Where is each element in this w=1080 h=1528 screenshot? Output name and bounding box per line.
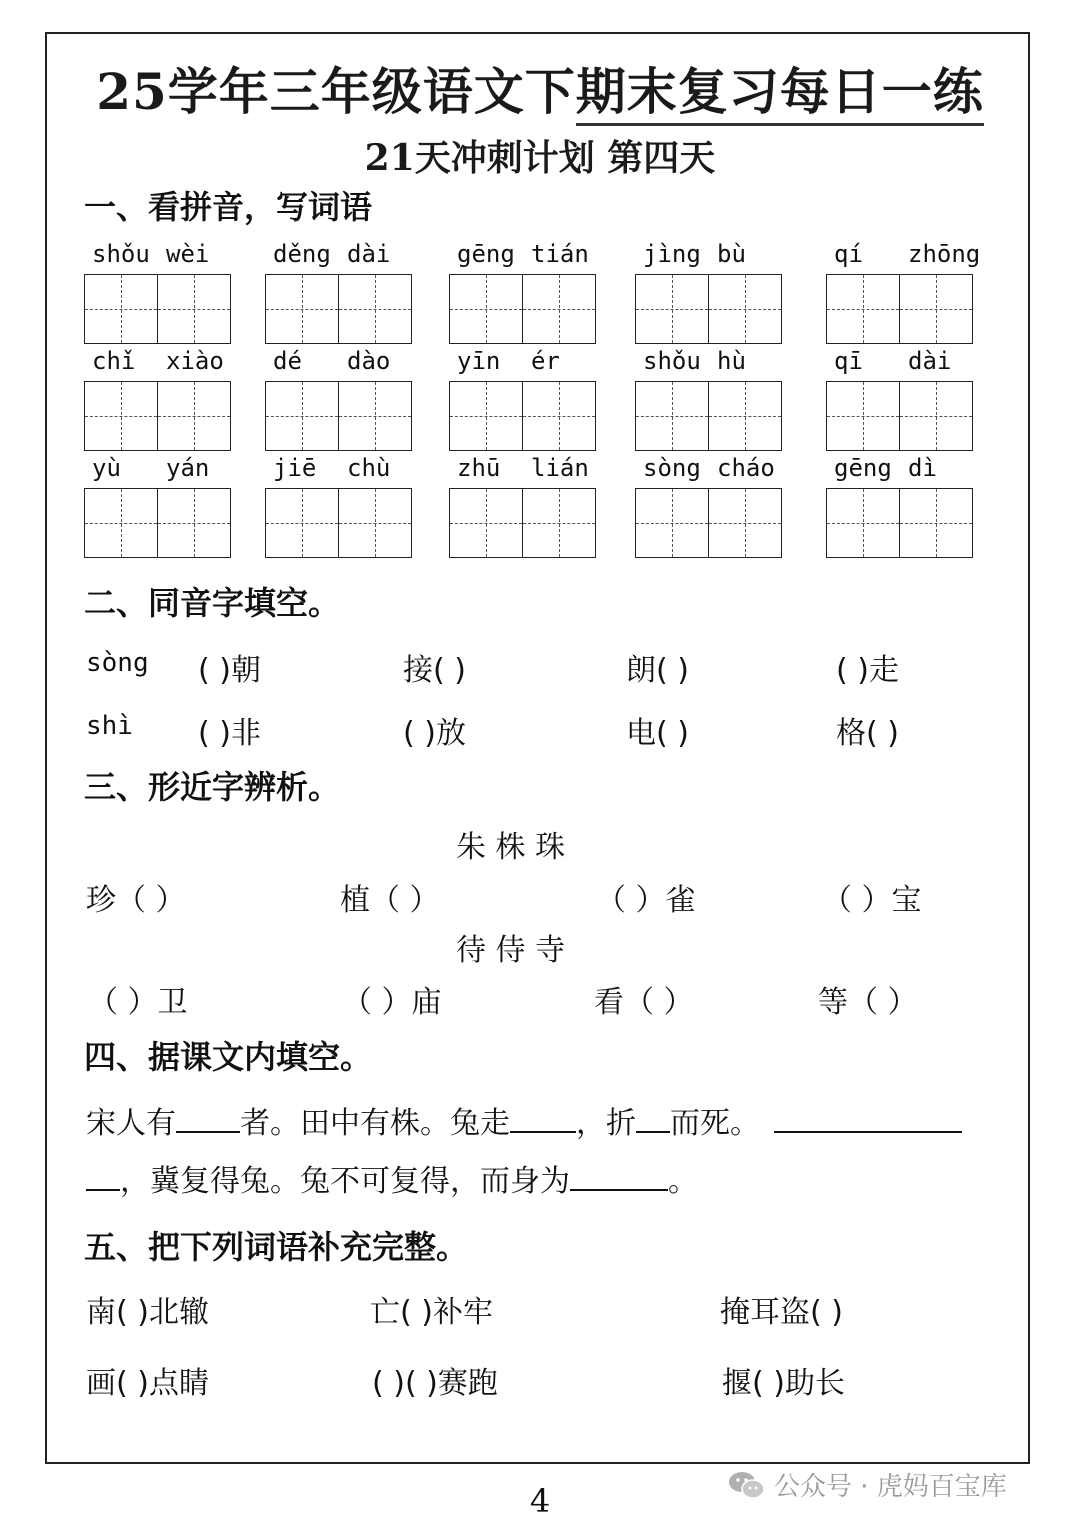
idiom-item: 掩耳盗( ) (720, 1295, 843, 1330)
pinyin-syllable: gēng (834, 454, 892, 482)
pinyin-syllable: sòng (643, 454, 701, 482)
pinyin-syllable: chǐ (92, 347, 136, 375)
similar-chars-group-1: 朱 株 珠 (456, 830, 566, 865)
character-writing-box[interactable] (157, 381, 231, 451)
homophone-item: ( )走 (836, 653, 899, 688)
fill-blank[interactable] (510, 1105, 576, 1133)
character-writing-box[interactable] (265, 381, 339, 451)
pinyin-syllable: jìng (643, 240, 701, 268)
idiom-item: 南( )北辙 (86, 1295, 209, 1330)
pinyin-syllable: yán (166, 454, 210, 482)
character-writing-box[interactable] (522, 381, 596, 451)
pinyin-syllable: zhōng (908, 240, 981, 268)
pinyin-syllable: tián (531, 240, 589, 268)
character-writing-box[interactable] (338, 381, 412, 451)
section-4-heading: 四、据课文内填空。 (84, 1038, 373, 1076)
pinyin-syllable: jiē (273, 454, 317, 482)
character-writing-box[interactable] (449, 488, 523, 558)
wechat-icon (728, 1470, 766, 1500)
character-writing-box[interactable] (826, 381, 900, 451)
page-title (0, 52, 1080, 124)
pinyin-syllable: yù (92, 454, 121, 482)
character-writing-box[interactable] (84, 274, 158, 344)
section-3-heading: 三、形近字辨析。 (84, 768, 341, 806)
homophone-item: 朗( ) (626, 653, 689, 688)
similar-item: （ ）宝 (822, 883, 922, 918)
fill-blank[interactable] (774, 1105, 962, 1133)
homophone-item: 接( ) (403, 653, 466, 688)
passage-text: ，冀复得兔。兔不可复得，而身为 (120, 1164, 570, 1199)
character-writing-box[interactable] (449, 381, 523, 451)
character-writing-box[interactable] (826, 488, 900, 558)
homophone-item: ( )非 (198, 716, 261, 751)
character-writing-box[interactable] (635, 274, 709, 344)
similar-item: 等（ ） (818, 985, 918, 1020)
idiom-item: 亡( )补牢 (370, 1295, 493, 1330)
similar-item: （ ）庙 (342, 985, 442, 1020)
idiom-item: ( )( )赛跑 (372, 1366, 498, 1401)
character-writing-box[interactable] (522, 488, 596, 558)
character-writing-box[interactable] (635, 488, 709, 558)
similar-chars-group-2: 待 侍 寺 (456, 933, 566, 968)
pinyin-syllable: hù (717, 347, 746, 375)
passage-text: 宋人有 (86, 1106, 176, 1141)
homophone-item: 格( ) (836, 716, 899, 751)
pinyin-syllable: zhū (457, 454, 501, 482)
page-subtitle: 21天冲刺计划 第四天 (364, 137, 716, 179)
character-writing-box[interactable] (157, 274, 231, 344)
pinyin-syllable: shǒu (643, 347, 701, 375)
pinyin-syllable: dài (347, 240, 391, 268)
fill-blank[interactable] (86, 1163, 120, 1191)
homophone-item: 电( ) (626, 716, 689, 751)
passage-text: 而死。 (670, 1106, 760, 1141)
page-number: 4 (529, 1482, 551, 1520)
similar-item: （ ）卫 (88, 985, 188, 1020)
character-writing-box[interactable] (265, 274, 339, 344)
pinyin-syllable: qí (834, 240, 863, 268)
homophone-pinyin-1: sòng (86, 648, 149, 678)
pinyin-syllable: dài (908, 347, 952, 375)
similar-item: 看（ ） (594, 985, 694, 1020)
pinyin-syllable: dào (347, 347, 391, 375)
passage-text: 。 (668, 1164, 698, 1199)
section-2-heading: 二、同音字填空。 (84, 584, 341, 622)
fill-blank[interactable] (636, 1105, 670, 1133)
character-writing-box[interactable] (899, 274, 973, 344)
character-writing-box[interactable] (708, 274, 782, 344)
character-writing-box[interactable] (635, 381, 709, 451)
section-1-heading: 一、看拼音，写词语 (84, 188, 373, 226)
pinyin-syllable: dì (908, 454, 937, 482)
title-part1: 25学年三年级语文下 (96, 62, 576, 121)
character-writing-box[interactable] (338, 488, 412, 558)
pinyin-syllable: wèi (166, 240, 210, 268)
character-writing-box[interactable] (826, 274, 900, 344)
pinyin-syllable: dé (273, 347, 302, 375)
title-part2: 期末复习每日一练 (576, 62, 984, 126)
idiom-item: 画( )点睛 (86, 1366, 209, 1401)
watermark-text: 公众号 · 虎妈百宝库 (774, 1472, 1007, 1502)
character-writing-box[interactable] (157, 488, 231, 558)
section-5-heading: 五、把下列词语补充完整。 (84, 1228, 469, 1266)
pinyin-syllable: gēng (457, 240, 515, 268)
pinyin-syllable: yīn (457, 347, 501, 375)
pinyin-syllable: bù (717, 240, 746, 268)
passage-text: ，折 (576, 1106, 636, 1141)
character-writing-box[interactable] (338, 274, 412, 344)
passage-line-1 (86, 1098, 962, 1142)
similar-item: （ ）雀 (596, 883, 696, 918)
similar-item: 珍（ ） (86, 883, 186, 918)
character-writing-box[interactable] (708, 381, 782, 451)
character-writing-box[interactable] (899, 381, 973, 451)
character-writing-box[interactable] (899, 488, 973, 558)
pinyin-syllable: chù (347, 454, 391, 482)
pinyin-syllable: xiào (166, 347, 224, 375)
pinyin-syllable: děng (273, 240, 331, 268)
character-writing-box[interactable] (84, 488, 158, 558)
homophone-item: ( )朝 (198, 653, 261, 688)
character-writing-box[interactable] (84, 381, 158, 451)
character-writing-box[interactable] (449, 274, 523, 344)
pinyin-syllable: lián (531, 454, 589, 482)
pinyin-syllable: ér (531, 347, 560, 375)
pinyin-syllable: shǒu (92, 240, 150, 268)
homophone-pinyin-2: shì (86, 711, 133, 741)
fill-blank[interactable] (176, 1105, 240, 1133)
idiom-item: 揠( )助长 (722, 1366, 845, 1401)
passage-text: 者。田中有株。兔走 (240, 1106, 510, 1141)
fill-blank[interactable] (570, 1163, 668, 1191)
pinyin-syllable: qī (834, 347, 863, 375)
character-writing-box[interactable] (265, 488, 339, 558)
watermark (728, 1466, 1007, 1503)
character-writing-box[interactable] (708, 488, 782, 558)
pinyin-syllable: cháo (717, 454, 775, 482)
homophone-item: ( )放 (403, 716, 466, 751)
similar-item: 植（ ） (340, 883, 440, 918)
passage-line-2 (86, 1156, 698, 1200)
character-writing-box[interactable] (522, 274, 596, 344)
